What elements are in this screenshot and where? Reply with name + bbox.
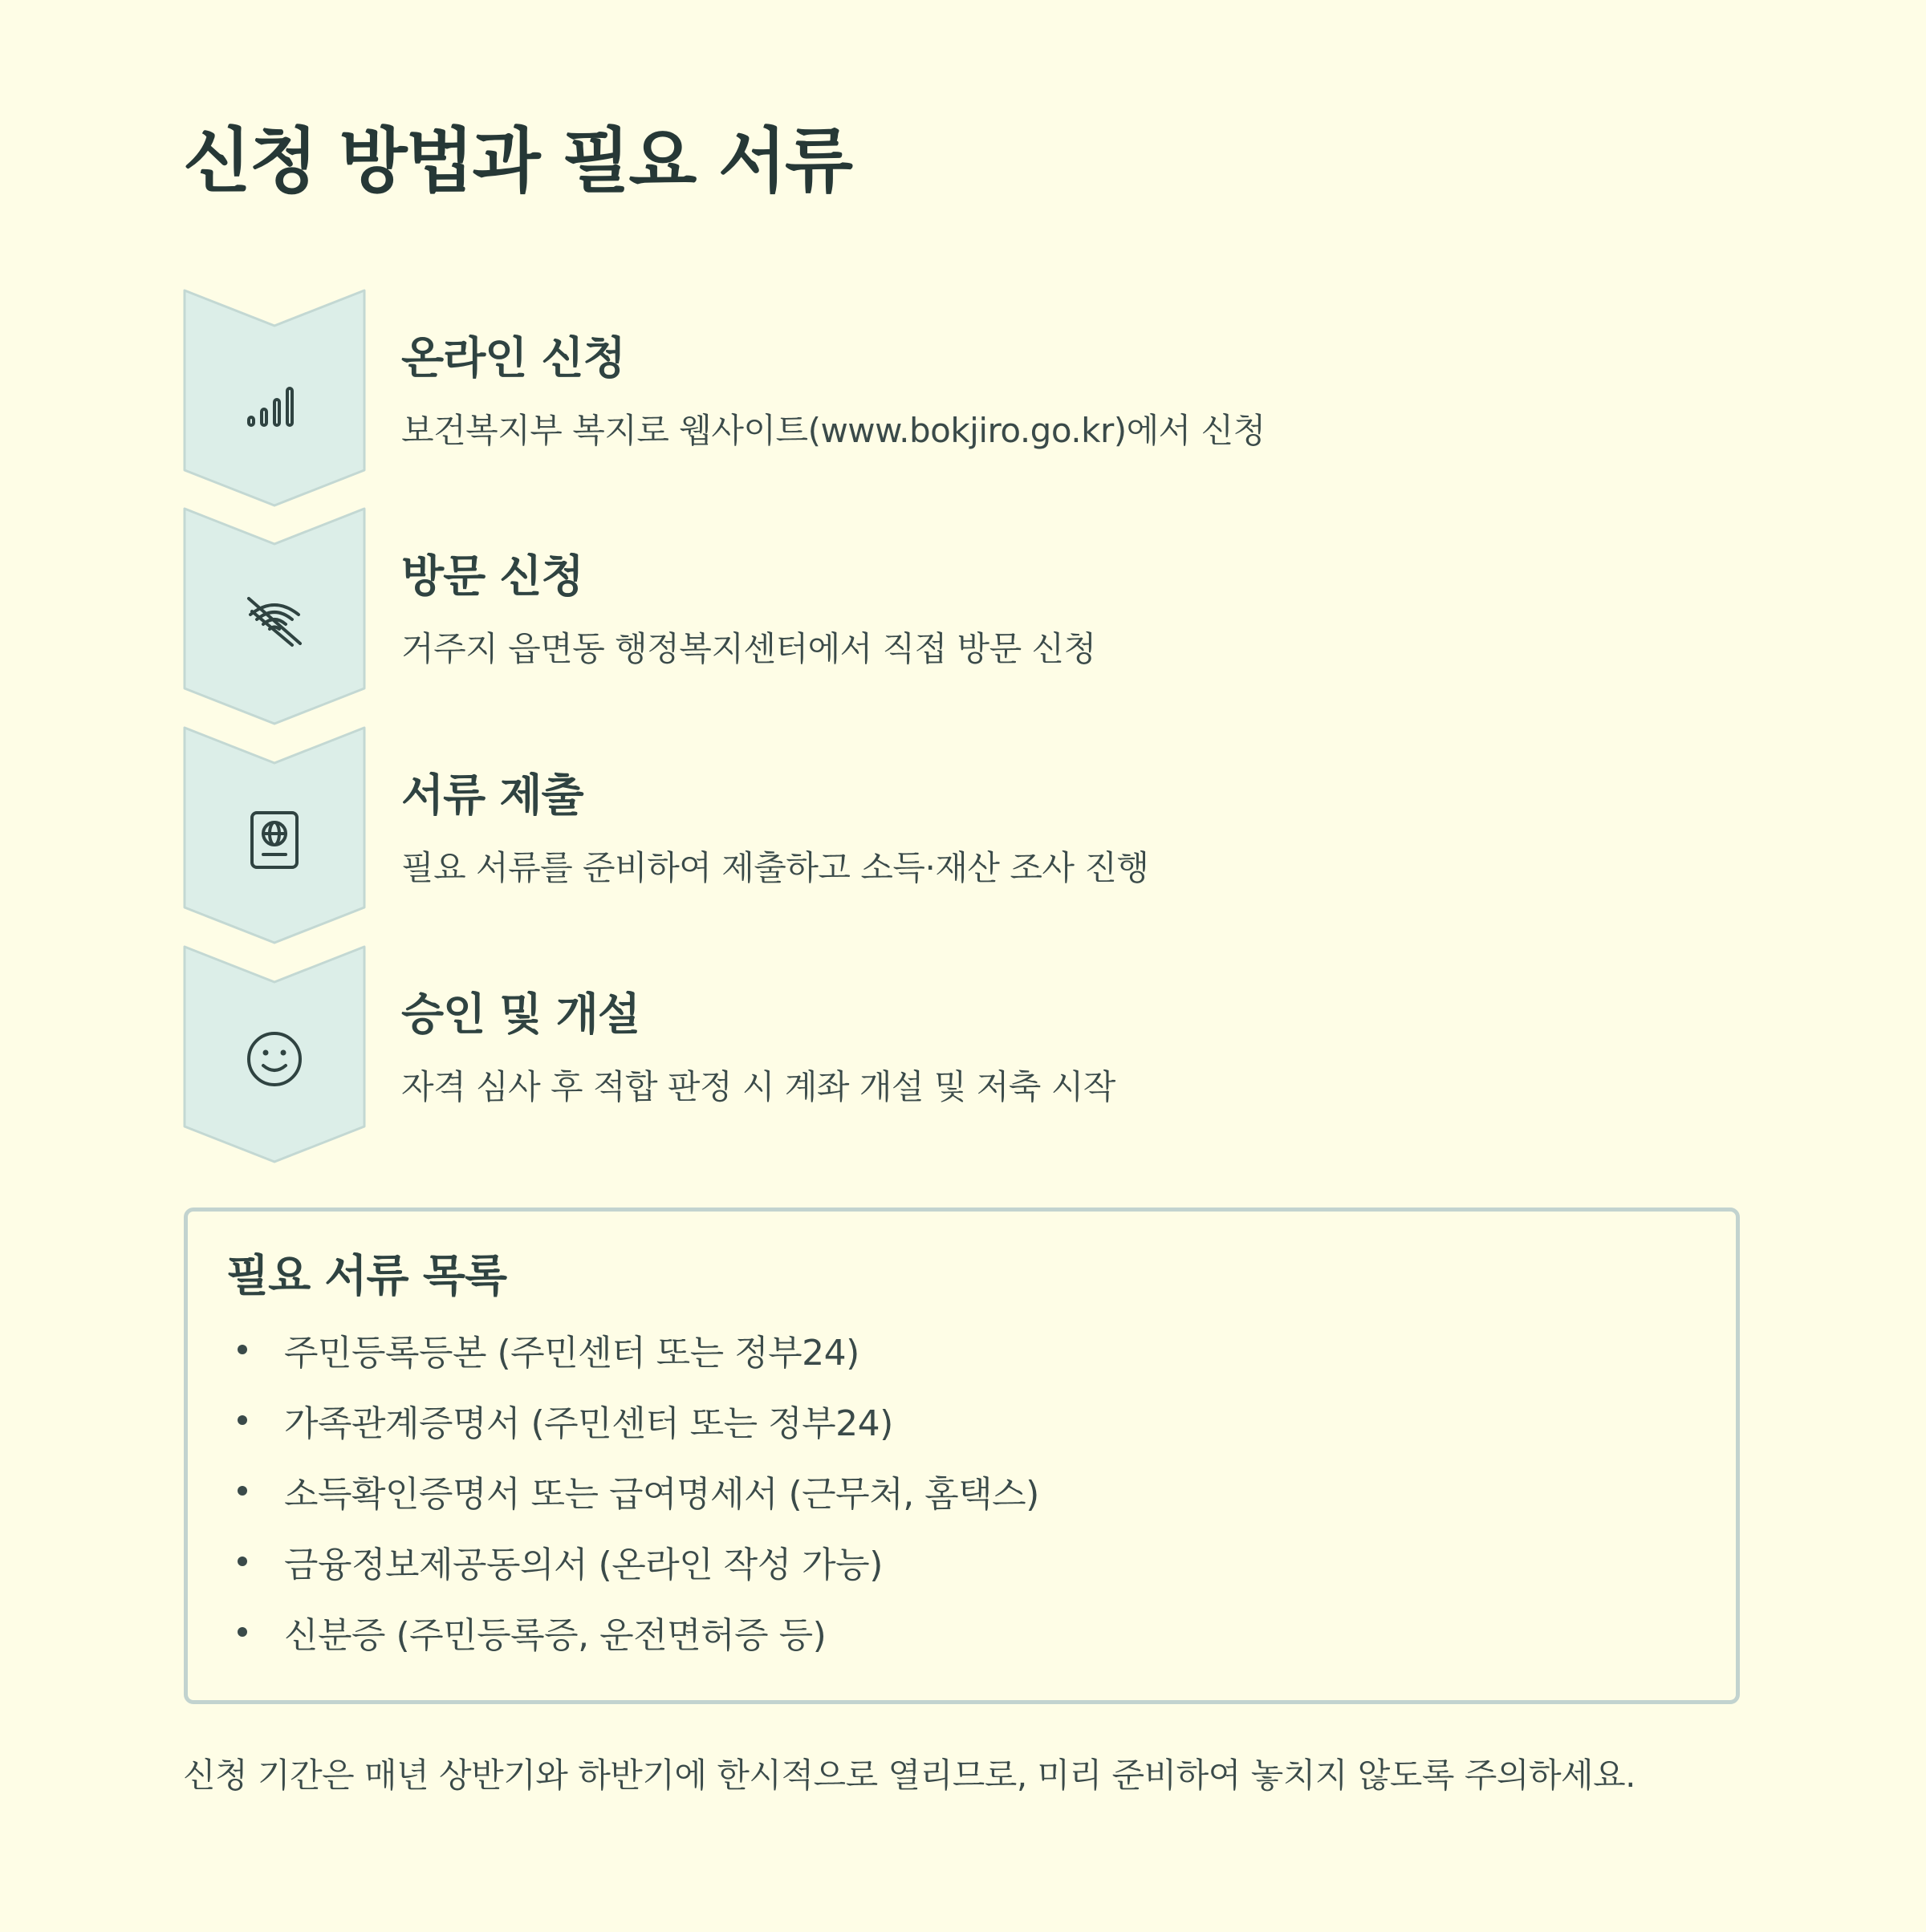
smiley-face-icon — [242, 1027, 307, 1091]
step-description: 거주지 읍면동 행정복지센터에서 직접 방문 신청 — [401, 629, 1096, 668]
step-title: 승인 및 개설 — [401, 988, 640, 1040]
step-description: 보건복지부 복지로 웹사이트(www.bokjiro.go.kr)에서 신청 — [401, 411, 1266, 450]
bullet-icon — [238, 1415, 247, 1425]
list-item — [188, 1606, 1632, 1654]
bullet-icon — [238, 1345, 247, 1354]
eye-off-icon — [242, 589, 307, 653]
list-item — [188, 1536, 1632, 1584]
document-name: 소득확인증명서 또는 급여명세서 (근무처, 홈택스) — [284, 1474, 1039, 1515]
step-online-application — [183, 289, 1748, 507]
step-title: 온라인 신청 — [401, 332, 625, 384]
bullet-icon — [238, 1627, 247, 1637]
document-name: 주민등록등본 (주민센터 또는 정부24) — [284, 1333, 859, 1374]
step-title: 방문 신청 — [401, 550, 583, 602]
signal-bars-icon — [242, 371, 307, 435]
step-document-submission — [183, 726, 1748, 944]
page-title: 신청 방법과 필요 서류 — [183, 120, 851, 202]
required-documents-box — [184, 1208, 1740, 1704]
list-item — [188, 1465, 1632, 1513]
bullet-icon — [238, 1486, 247, 1496]
step-description: 자격 심사 후 적합 판정 시 계좌 개설 및 저축 시작 — [401, 1067, 1115, 1106]
footnote: 신청 기간은 매년 상반기와 하반기에 한시적으로 열리므로, 미리 준비하여 놓치지 않도록 주의하세요. — [183, 1755, 1636, 1795]
document-name: 금융정보제공동의서 (온라인 작성 가능) — [284, 1544, 883, 1585]
documents-title: 필요 서류 목록 — [226, 1250, 507, 1301]
document-name: 신분증 (주민등록증, 운전면허증 등) — [284, 1615, 827, 1656]
step-chevron — [183, 507, 366, 725]
passport-icon — [242, 808, 307, 872]
step-title: 서류 제출 — [401, 769, 583, 821]
document-name: 가족관계증명서 (주민센터 또는 정부24) — [284, 1403, 893, 1444]
step-chevron — [183, 726, 366, 944]
step-chevron — [183, 289, 366, 507]
list-item — [188, 1394, 1632, 1443]
bullet-icon — [238, 1557, 247, 1566]
step-approval-opening — [183, 945, 1748, 1163]
step-visit-application — [183, 507, 1748, 725]
step-chevron — [183, 945, 366, 1163]
step-description: 필요 서류를 준비하여 제출하고 소득·재산 조사 진행 — [401, 848, 1149, 887]
list-item — [188, 1324, 1632, 1372]
